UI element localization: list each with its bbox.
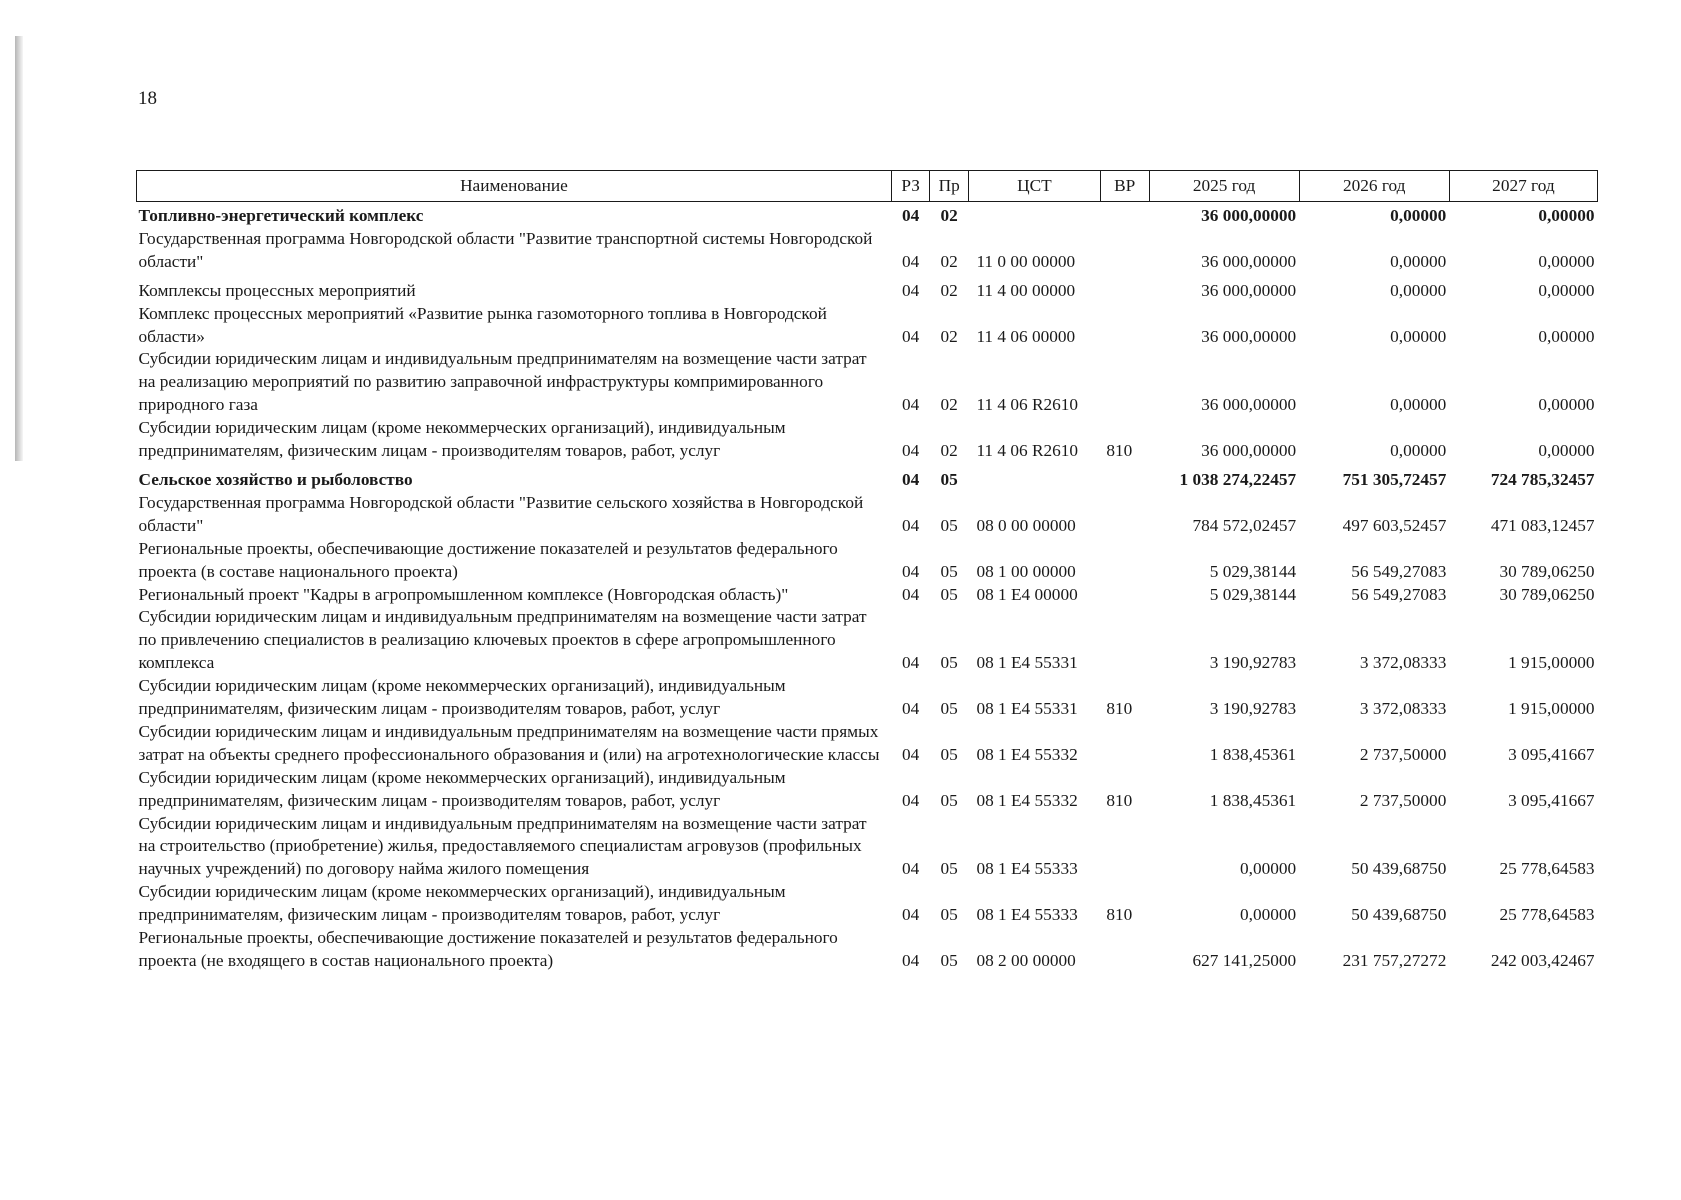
cell-rz: 04	[901, 653, 920, 673]
budget-table	[136, 170, 1598, 973]
page-number: 18	[138, 88, 157, 109]
scan-edge-shadow	[15, 36, 23, 461]
header-pr: Пр	[930, 171, 969, 202]
cell-vr: 810	[1106, 441, 1133, 461]
section-row	[137, 463, 1598, 492]
cell-pr: 05	[940, 859, 958, 879]
table-row	[137, 767, 1598, 813]
cell-2027: 0,00000	[1538, 206, 1595, 225]
cell-rz: 04	[901, 561, 920, 581]
cell-vr	[1100, 927, 1149, 973]
cell-2026: 0,00000	[1390, 441, 1447, 461]
cell-vr	[1100, 606, 1149, 675]
cell-cst: 11 0 00 00000	[976, 251, 1076, 271]
cell-name: Субсидии юридическим лицам и индивидуальным предпринимателям на возмещение части прямых затрат на объекты среднего профессионального образования и (или) на агротехнологические классы	[138, 721, 880, 764]
cell-vr	[1100, 228, 1149, 274]
cell-rz: 04	[901, 584, 920, 604]
cell-vr	[1100, 721, 1149, 767]
header-2025: 2025 год	[1149, 171, 1299, 202]
cell-2027: 25 778,64583	[1499, 859, 1595, 879]
table-row	[137, 927, 1598, 973]
cell-pr: 02	[940, 441, 958, 461]
cell-name: Субсидии юридическим лицам и индивидуальным предпринимателям на возмещение части затрат на реализацию мероприятий по развитию заправочной инфраструктуры компримированного природного газа	[138, 349, 867, 415]
cell-cst: 08 1 Е4 00000	[976, 584, 1078, 604]
cell-rz: 04	[901, 515, 920, 535]
cell-2027: 1 915,00000	[1508, 699, 1595, 719]
table-row	[137, 303, 1598, 349]
cell-pr: 05	[940, 584, 958, 604]
cell-2025: 1 838,45361	[1209, 790, 1297, 810]
cell-cst: 11 4 06 R2610	[976, 441, 1079, 461]
cell-rz: 04	[901, 280, 920, 300]
cell-vr	[1100, 584, 1149, 607]
cell-2026: 0,00000	[1390, 395, 1447, 415]
table-row	[137, 584, 1598, 607]
table-row	[137, 813, 1598, 882]
cell-cst: 08 1 00 00000	[976, 561, 1076, 581]
cell-2027: 0,00000	[1538, 326, 1595, 346]
cell-2027: 724 785,32457	[1490, 469, 1595, 489]
cell-cst: 11 4 06 R2610	[976, 395, 1079, 415]
cell-pr: 02	[940, 280, 958, 300]
header-cst: ЦСТ	[968, 171, 1100, 202]
cell-2026: 3 372,08333	[1359, 653, 1447, 673]
cell-name: Государственная программа Новгородской области "Развитие сельского хозяйства в Новгородской области"	[138, 492, 864, 535]
cell-2025: 5 029,38144	[1209, 561, 1297, 581]
cell-vr: 810	[1106, 790, 1133, 810]
cell-cst: 08 0 00 00000	[976, 515, 1076, 535]
cell-pr: 02	[940, 206, 958, 225]
cell-name: Комплекс процессных мероприятий «Развитие рынка газомоторного топлива в Новгородской области»	[138, 303, 827, 346]
cell-pr: 02	[940, 395, 958, 415]
cell-2026: 50 439,68750	[1351, 905, 1447, 925]
cell-2027: 3 095,41667	[1508, 790, 1595, 810]
table-row	[137, 881, 1598, 927]
cell-2026: 0,00000	[1390, 206, 1447, 225]
table-row	[137, 538, 1598, 584]
cell-2026: 0,00000	[1390, 326, 1447, 346]
cell-2025: 784 572,02457	[1192, 515, 1297, 535]
cell-vr	[1100, 492, 1149, 538]
cell-vr	[1100, 463, 1149, 492]
cell-cst: 08 1 Е4 55333	[976, 859, 1078, 879]
cell-vr	[1100, 274, 1149, 303]
header-2026: 2026 год	[1299, 171, 1449, 202]
section-row	[137, 202, 1598, 228]
cell-vr	[1100, 538, 1149, 584]
cell-pr: 05	[940, 469, 958, 489]
cell-name: Субсидии юридическим лицам (кроме некоммерческих организаций), индивидуальным предпринимателям, физическим лицам - производителям товаров, работ, услуг	[138, 418, 786, 461]
cell-2026: 751 305,72457	[1342, 469, 1447, 489]
cell-name: Субсидии юридическим лицам и индивидуальным предпринимателям на возмещение части затрат на строительство (приобретение) жилья, предоставляемого специалистам агровузов (профильных научных учреждений) по договору найма жилого помещения	[138, 813, 867, 879]
cell-vr	[1100, 348, 1149, 417]
cell-2026: 56 549,27083	[1351, 584, 1447, 604]
cell-pr: 05	[940, 515, 958, 535]
cell-name: Комплексы процессных мероприятий	[138, 280, 416, 300]
cell-rz: 04	[901, 859, 920, 879]
cell-name: Субсидии юридическим лицам (кроме некоммерческих организаций), индивидуальным предпринимателям, физическим лицам - производителям товаров, работ, услуг	[138, 676, 786, 719]
cell-pr: 02	[940, 326, 958, 346]
cell-cst: 11 4 00 00000	[976, 280, 1076, 300]
cell-cst	[968, 202, 1100, 228]
cell-name: Субсидии юридическим лицам (кроме некоммерческих организаций), индивидуальным предпринимателям, физическим лицам - производителям товаров, работ, услуг	[138, 882, 786, 925]
cell-2027: 3 095,41667	[1508, 744, 1595, 764]
cell-2025: 0,00000	[1240, 905, 1297, 925]
cell-rz: 04	[901, 251, 920, 271]
cell-2026: 2 737,50000	[1359, 790, 1447, 810]
cell-pr: 05	[940, 699, 958, 719]
cell-2025: 36 000,00000	[1201, 326, 1297, 346]
cell-cst	[968, 463, 1100, 492]
cell-2025: 0,00000	[1240, 859, 1297, 879]
cell-2027: 0,00000	[1538, 395, 1595, 415]
cell-2025: 5 029,38144	[1209, 584, 1297, 604]
table-row	[137, 675, 1598, 721]
cell-name: Сельское хозяйство и рыболовство	[138, 469, 413, 489]
cell-2025: 36 000,00000	[1201, 441, 1297, 461]
cell-rz: 04	[901, 441, 920, 461]
cell-2026: 50 439,68750	[1351, 859, 1447, 879]
cell-pr: 05	[940, 653, 958, 673]
cell-rz: 04	[901, 744, 920, 764]
cell-rz: 04	[901, 951, 920, 970]
cell-name: Субсидии юридическим лицам (кроме некоммерческих организаций), индивидуальным предпринимателям, физическим лицам - производителям товаров, работ, услуг	[138, 767, 786, 810]
cell-pr: 05	[940, 790, 958, 810]
cell-2025: 627 141,25000	[1192, 951, 1297, 970]
table-row	[137, 228, 1598, 274]
cell-2027: 1 915,00000	[1508, 653, 1595, 673]
table-row	[137, 492, 1598, 538]
cell-rz: 04	[901, 206, 920, 225]
cell-2025: 1 838,45361	[1209, 744, 1297, 764]
cell-2026: 3 372,08333	[1359, 699, 1447, 719]
cell-2027: 0,00000	[1538, 441, 1595, 461]
cell-2027: 242 003,42467	[1490, 951, 1595, 970]
cell-2025: 36 000,00000	[1201, 206, 1297, 225]
table-row	[137, 721, 1598, 767]
cell-cst: 08 1 Е4 55333	[976, 905, 1078, 925]
header-name: Наименование	[137, 171, 892, 202]
cell-rz: 04	[901, 905, 920, 925]
cell-cst: 08 1 Е4 55331	[976, 699, 1078, 719]
cell-cst: 08 1 Е4 55332	[976, 744, 1078, 764]
cell-2025: 1 038 274,22457	[1179, 469, 1297, 489]
cell-2026: 2 737,50000	[1359, 744, 1447, 764]
cell-rz: 04	[901, 790, 920, 810]
cell-name: Топливно-энергетический комплекс	[138, 206, 424, 225]
cell-pr: 05	[940, 561, 958, 581]
cell-rz: 04	[901, 395, 920, 415]
cell-rz: 04	[901, 699, 920, 719]
cell-2026: 0,00000	[1390, 280, 1447, 300]
cell-2025: 36 000,00000	[1201, 280, 1297, 300]
cell-2027: 0,00000	[1538, 251, 1595, 271]
cell-pr: 05	[940, 905, 958, 925]
header-rz: РЗ	[891, 171, 930, 202]
cell-2025: 3 190,92783	[1209, 699, 1297, 719]
cell-2027: 25 778,64583	[1499, 905, 1595, 925]
header-vr: ВР	[1100, 171, 1149, 202]
cell-name: Региональный проект "Кадры в агропромышленном комплексе (Новгородская область)"	[138, 584, 789, 604]
cell-2026: 231 757,27272	[1342, 951, 1447, 970]
cell-2025: 36 000,00000	[1201, 251, 1297, 271]
cell-2027: 471 083,12457	[1490, 515, 1595, 535]
cell-pr: 05	[940, 744, 958, 764]
cell-vr: 810	[1106, 699, 1133, 719]
cell-pr: 02	[940, 251, 958, 271]
cell-vr	[1100, 202, 1149, 228]
table-row	[137, 606, 1598, 675]
table-body	[137, 202, 1598, 973]
table-row	[137, 274, 1598, 303]
cell-cst: 08 1 Е4 55332	[976, 790, 1078, 810]
cell-2027: 30 789,06250	[1499, 561, 1595, 581]
cell-name: Субсидии юридическим лицам и индивидуальным предпринимателям на возмещение части затрат по привлечению специалистов в реализацию ключевых проектов в сфере агропромышленного комплекса	[138, 607, 867, 673]
cell-name: Региональные проекты, обеспечивающие достижение показателей и результатов федерального проекта (не входящего в состав национального проекта)	[138, 928, 838, 970]
cell-2027: 30 789,06250	[1499, 584, 1595, 604]
cell-2025: 3 190,92783	[1209, 653, 1297, 673]
cell-name: Государственная программа Новгородской области "Развитие транспортной системы Новгородской области"	[138, 228, 873, 271]
cell-vr: 810	[1106, 905, 1133, 925]
header-2027: 2027 год	[1449, 171, 1597, 202]
cell-rz: 04	[901, 469, 920, 489]
cell-rz: 04	[901, 326, 920, 346]
cell-cst: 08 2 00 00000	[976, 951, 1076, 970]
cell-2025: 36 000,00000	[1201, 395, 1297, 415]
cell-vr	[1100, 303, 1149, 349]
table-row	[137, 417, 1598, 463]
cell-2026: 56 549,27083	[1351, 561, 1447, 581]
table-header	[137, 171, 1598, 202]
cell-cst: 08 1 Е4 55331	[976, 653, 1078, 673]
cell-2026: 0,00000	[1390, 251, 1447, 271]
cell-2026: 497 603,52457	[1342, 515, 1447, 535]
cell-2027: 0,00000	[1538, 280, 1595, 300]
cell-name: Региональные проекты, обеспечивающие достижение показателей и результатов федерального проекта (в составе национального проекта)	[138, 538, 838, 581]
cell-vr	[1100, 813, 1149, 882]
cell-pr: 05	[940, 951, 958, 970]
cell-cst: 11 4 06 00000	[976, 326, 1076, 346]
table-row	[137, 348, 1598, 417]
